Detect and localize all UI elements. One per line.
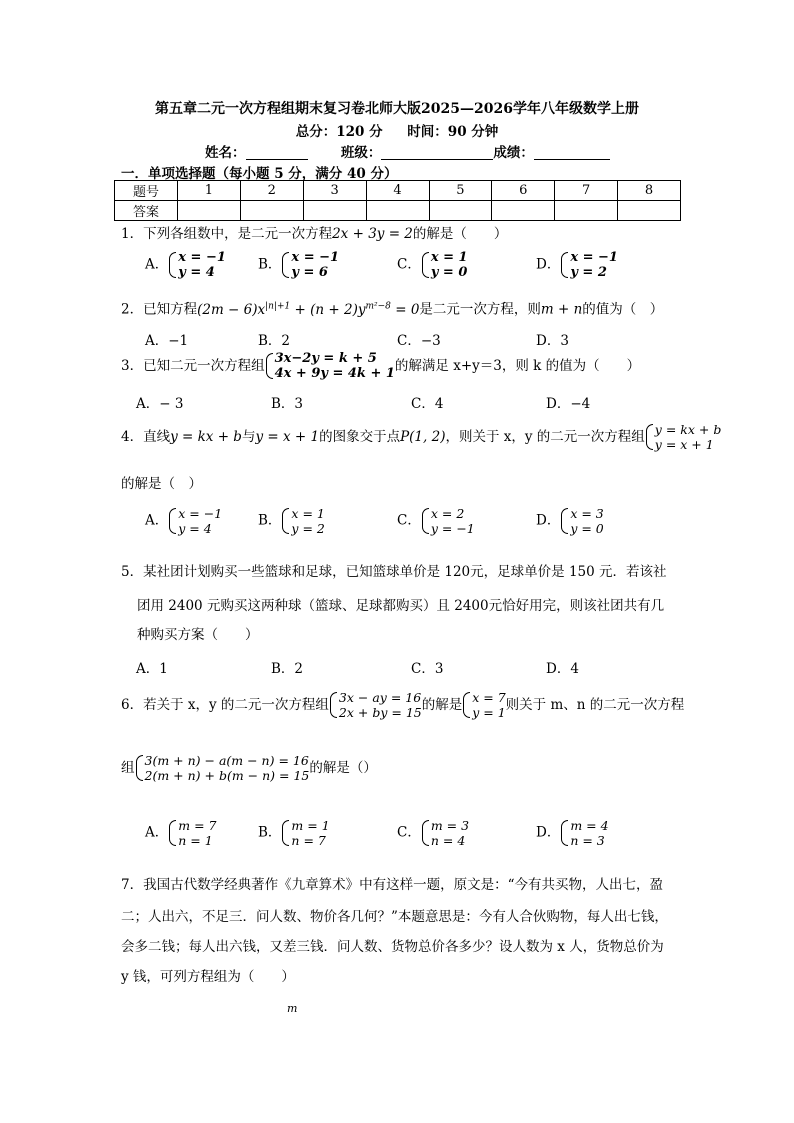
row-header: 答案 bbox=[115, 201, 178, 221]
q6-text: 组 bbox=[121, 760, 135, 776]
q2-text: 的值为（ ） bbox=[582, 301, 664, 318]
q6-mn-system bbox=[135, 753, 310, 783]
option-system bbox=[560, 250, 618, 280]
q5-option-c: C．3 bbox=[411, 661, 444, 677]
class-field[interactable] bbox=[381, 145, 493, 160]
exponent: m²−8 bbox=[365, 301, 391, 311]
sys-line: y = 2 bbox=[570, 265, 607, 280]
question-4-stem-cont: 的解是（ ） bbox=[121, 476, 202, 492]
q1-text: 1．下列各组数中，是二元一次方程 bbox=[121, 226, 333, 242]
answer-cell[interactable] bbox=[429, 201, 492, 221]
total-score: 总分：120 分 bbox=[295, 124, 383, 140]
table-cell: 2 bbox=[240, 181, 303, 201]
q2-text: 是二元一次方程，则 bbox=[419, 301, 541, 318]
exam-title: 第五章二元一次方程组期末复习卷北师大版2025—2026学年八年级数学上册 bbox=[155, 101, 639, 117]
q1-text: 的解是（ ） bbox=[412, 226, 508, 242]
question-7-line-3: 会多二钱；每人出六钱，又差三钱．问人数、货物总价各多少？设人数为 x 人，货物总价为 bbox=[121, 939, 664, 955]
question-7-line-4: y 钱，可列方程组为（ ） bbox=[121, 969, 295, 985]
sys-line: 2(m + n) + b(m − n) = 15 bbox=[144, 768, 310, 783]
table-row bbox=[115, 181, 681, 201]
question-2-stem bbox=[121, 297, 663, 319]
q1-option-b bbox=[258, 250, 339, 280]
sys-line: m = 3 bbox=[430, 818, 470, 833]
question-3-stem bbox=[121, 351, 640, 381]
q6-system bbox=[329, 690, 422, 720]
q6-option-b bbox=[258, 818, 330, 848]
sys-line: x = −1 bbox=[570, 250, 618, 265]
q5-option-a: A．1 bbox=[136, 661, 168, 677]
sys-line: m = 1 bbox=[291, 818, 330, 833]
answer-table bbox=[114, 180, 681, 221]
sys-line: x = 3 bbox=[570, 506, 604, 521]
option-label: A． bbox=[145, 512, 169, 529]
option-label: B． bbox=[258, 256, 282, 273]
sys-line: x = −1 bbox=[291, 250, 340, 265]
q6-text: 6．若关于 x，y 的二元一次方程组 bbox=[121, 697, 329, 713]
sys-line: 2x + by = 15 bbox=[338, 705, 422, 720]
table-cell: 3 bbox=[303, 181, 366, 201]
q5-option-d: D．4 bbox=[546, 661, 579, 677]
row-header: 题号 bbox=[115, 181, 178, 201]
eq-part: = 0 bbox=[390, 301, 420, 318]
option-label: D． bbox=[536, 824, 561, 841]
q4-line-2: y = x + 1 bbox=[255, 429, 320, 445]
q4-system bbox=[645, 422, 722, 452]
q1-equation: 2x + 3y = 2 bbox=[332, 226, 413, 242]
table-cell: 8 bbox=[618, 181, 681, 201]
option-system bbox=[168, 506, 222, 536]
sys-line: x = 1 bbox=[291, 506, 325, 521]
q4-text: 的图象交于点 bbox=[319, 429, 401, 445]
option-label: B． bbox=[258, 512, 282, 529]
option-label: B． bbox=[258, 824, 282, 841]
sys-line: x = 1 bbox=[430, 250, 468, 265]
sys-line: n = 1 bbox=[178, 833, 213, 848]
option-system bbox=[281, 818, 329, 848]
q6-option-c bbox=[397, 818, 469, 848]
sys-line: y = 6 bbox=[291, 265, 328, 280]
sys-line: y = kx + b bbox=[654, 422, 722, 437]
question-1-stem bbox=[121, 225, 507, 243]
sys-line: y = 0 bbox=[430, 265, 468, 280]
option-system bbox=[421, 818, 469, 848]
sys-line: n = 3 bbox=[570, 833, 605, 848]
option-system bbox=[168, 818, 216, 848]
sys-line: y = 1 bbox=[472, 705, 506, 720]
section-heading: 一．单项选择题（每小题 5 分，满分 40 分） bbox=[121, 166, 398, 182]
option-label: A． bbox=[145, 256, 169, 273]
q4-option-c bbox=[397, 506, 475, 536]
option-label: D． bbox=[536, 256, 561, 273]
q6-solution bbox=[462, 690, 505, 720]
sys-line: y = 0 bbox=[570, 521, 604, 536]
q7-partial-text: m bbox=[287, 1002, 298, 1015]
exam-meta bbox=[0, 120, 794, 140]
answer-cell[interactable] bbox=[178, 201, 241, 221]
name-field[interactable] bbox=[246, 145, 308, 160]
sys-line: x = 2 bbox=[430, 506, 465, 521]
q6-option-a bbox=[145, 818, 216, 848]
question-5-line-3: 种购买方案（ ） bbox=[137, 627, 259, 643]
sys-line: x = −1 bbox=[178, 250, 226, 265]
q4-point: P(1, 2) bbox=[400, 429, 446, 445]
table-cell: 5 bbox=[429, 181, 492, 201]
sys-line: 3(m + n) − a(m − n) = 16 bbox=[144, 753, 309, 768]
answer-cell[interactable] bbox=[240, 201, 303, 221]
q4-option-d bbox=[536, 506, 604, 536]
answer-cell[interactable] bbox=[618, 201, 681, 221]
sys-line: m = 7 bbox=[178, 818, 217, 833]
q3-option-c: C．4 bbox=[411, 396, 444, 412]
option-system bbox=[421, 250, 468, 280]
sys-line: n = 7 bbox=[291, 833, 326, 848]
sys-line: y = −1 bbox=[430, 521, 475, 536]
q6-text: 的解是 bbox=[421, 697, 463, 713]
option-system bbox=[421, 506, 475, 536]
q4-option-a bbox=[145, 506, 222, 536]
sys-line: y = x + 1 bbox=[654, 437, 714, 452]
sys-line: x = 7 bbox=[472, 690, 506, 705]
q4-text: 与 bbox=[241, 429, 256, 445]
eq-part: + (n + 2)y bbox=[290, 301, 366, 318]
sys-line: m = 4 bbox=[570, 818, 609, 833]
option-label: C． bbox=[397, 824, 421, 841]
sys-line: y = 4 bbox=[178, 521, 212, 536]
table-row bbox=[115, 201, 681, 221]
score-field[interactable] bbox=[534, 145, 610, 160]
question-7-line-2: 二；人出六，不足三．问人数、物价各几何？”本题意思是：今有人合伙购物，每人出七钱， bbox=[121, 909, 668, 925]
table-cell: 6 bbox=[492, 181, 555, 201]
q6-text: 则关于 m、n 的二元一次方程 bbox=[505, 697, 685, 713]
option-system bbox=[560, 818, 608, 848]
answer-cell[interactable] bbox=[366, 201, 429, 221]
sys-line: 3x−2y = k + 5 bbox=[274, 351, 377, 366]
q2-option-d: D．3 bbox=[536, 333, 569, 349]
answer-cell[interactable] bbox=[555, 201, 618, 221]
option-label: C． bbox=[397, 256, 421, 273]
option-system bbox=[560, 506, 603, 536]
q3-text: 3．已知二元一次方程组 bbox=[121, 358, 265, 374]
option-system bbox=[281, 250, 339, 280]
option-system bbox=[281, 506, 324, 536]
q2-option-c: C．−3 bbox=[397, 333, 441, 349]
question-5-line-1: 5．某社团计划购买一些篮球和足球，已知篮球单价是 120元，足球单价是 150 元．若该社 bbox=[121, 564, 667, 580]
q3-system bbox=[265, 351, 395, 381]
q2-equation bbox=[197, 302, 419, 318]
q4-text: ，则关于 x，y 的二元一次方程组 bbox=[445, 429, 645, 445]
q3-text: 的解满足 x+y＝3，则 k 的值为（ ） bbox=[394, 358, 641, 374]
table-cell: 7 bbox=[555, 181, 618, 201]
question-6-stem bbox=[121, 690, 684, 720]
q2-option-b: B．2 bbox=[258, 333, 291, 349]
q3-option-b: B．3 bbox=[271, 396, 304, 412]
table-cell: 1 bbox=[178, 181, 241, 201]
q3-option-a: A．− 3 bbox=[136, 396, 184, 412]
question-6-stem-cont bbox=[121, 753, 377, 783]
option-label: C． bbox=[397, 512, 421, 529]
question-5-line-2: 团用 2400 元购买这两种球（篮球、足球都购买）且 2400元恰好用完，则该社团共有几 bbox=[137, 598, 665, 614]
option-label: A． bbox=[145, 824, 169, 841]
name-label: 姓名： bbox=[205, 145, 246, 161]
sys-line: y = 2 bbox=[291, 521, 325, 536]
q3-option-d: D．−4 bbox=[546, 396, 591, 412]
q1-option-d bbox=[536, 250, 618, 280]
q6-option-d bbox=[536, 818, 609, 848]
sys-line: 4x + 9y = 4k + 1 bbox=[274, 366, 395, 381]
eq-part: (2m − 6)x bbox=[197, 301, 266, 318]
question-4-stem bbox=[121, 422, 721, 452]
q1-option-c bbox=[397, 250, 468, 280]
q1-option-a bbox=[145, 250, 226, 280]
student-fields bbox=[205, 141, 610, 161]
sys-line: y = 4 bbox=[178, 265, 215, 280]
exponent: |n|+1 bbox=[265, 301, 291, 311]
option-label: D． bbox=[536, 512, 561, 529]
q5-option-b: B．2 bbox=[271, 661, 304, 677]
sys-line: x = −1 bbox=[178, 506, 223, 521]
option-system bbox=[168, 250, 226, 280]
q6-text: 的解是（） bbox=[309, 760, 377, 776]
q4-line-1: y = kx + b bbox=[170, 429, 242, 445]
q4-text: 4．直线 bbox=[121, 429, 171, 445]
q2-expression: m + n bbox=[540, 301, 583, 318]
time-limit: 时间：90 分钟 bbox=[407, 124, 499, 140]
q2-text: 2．已知方程 bbox=[121, 301, 198, 318]
q2-option-a: A．−1 bbox=[145, 333, 189, 349]
table-cell: 4 bbox=[366, 181, 429, 201]
q4-option-b bbox=[258, 506, 325, 536]
answer-cell[interactable] bbox=[492, 201, 555, 221]
class-label: 班级： bbox=[340, 145, 382, 161]
question-7-line-1: 7．我国古代数学经典著作《九章算术》中有这样一题，原文是：“今有共买物，人出七，盈 bbox=[121, 877, 663, 893]
score-label: 成绩： bbox=[493, 145, 534, 161]
answer-cell[interactable] bbox=[303, 201, 366, 221]
sys-line: n = 4 bbox=[430, 833, 466, 848]
sys-line: 3x − ay = 16 bbox=[338, 690, 422, 705]
